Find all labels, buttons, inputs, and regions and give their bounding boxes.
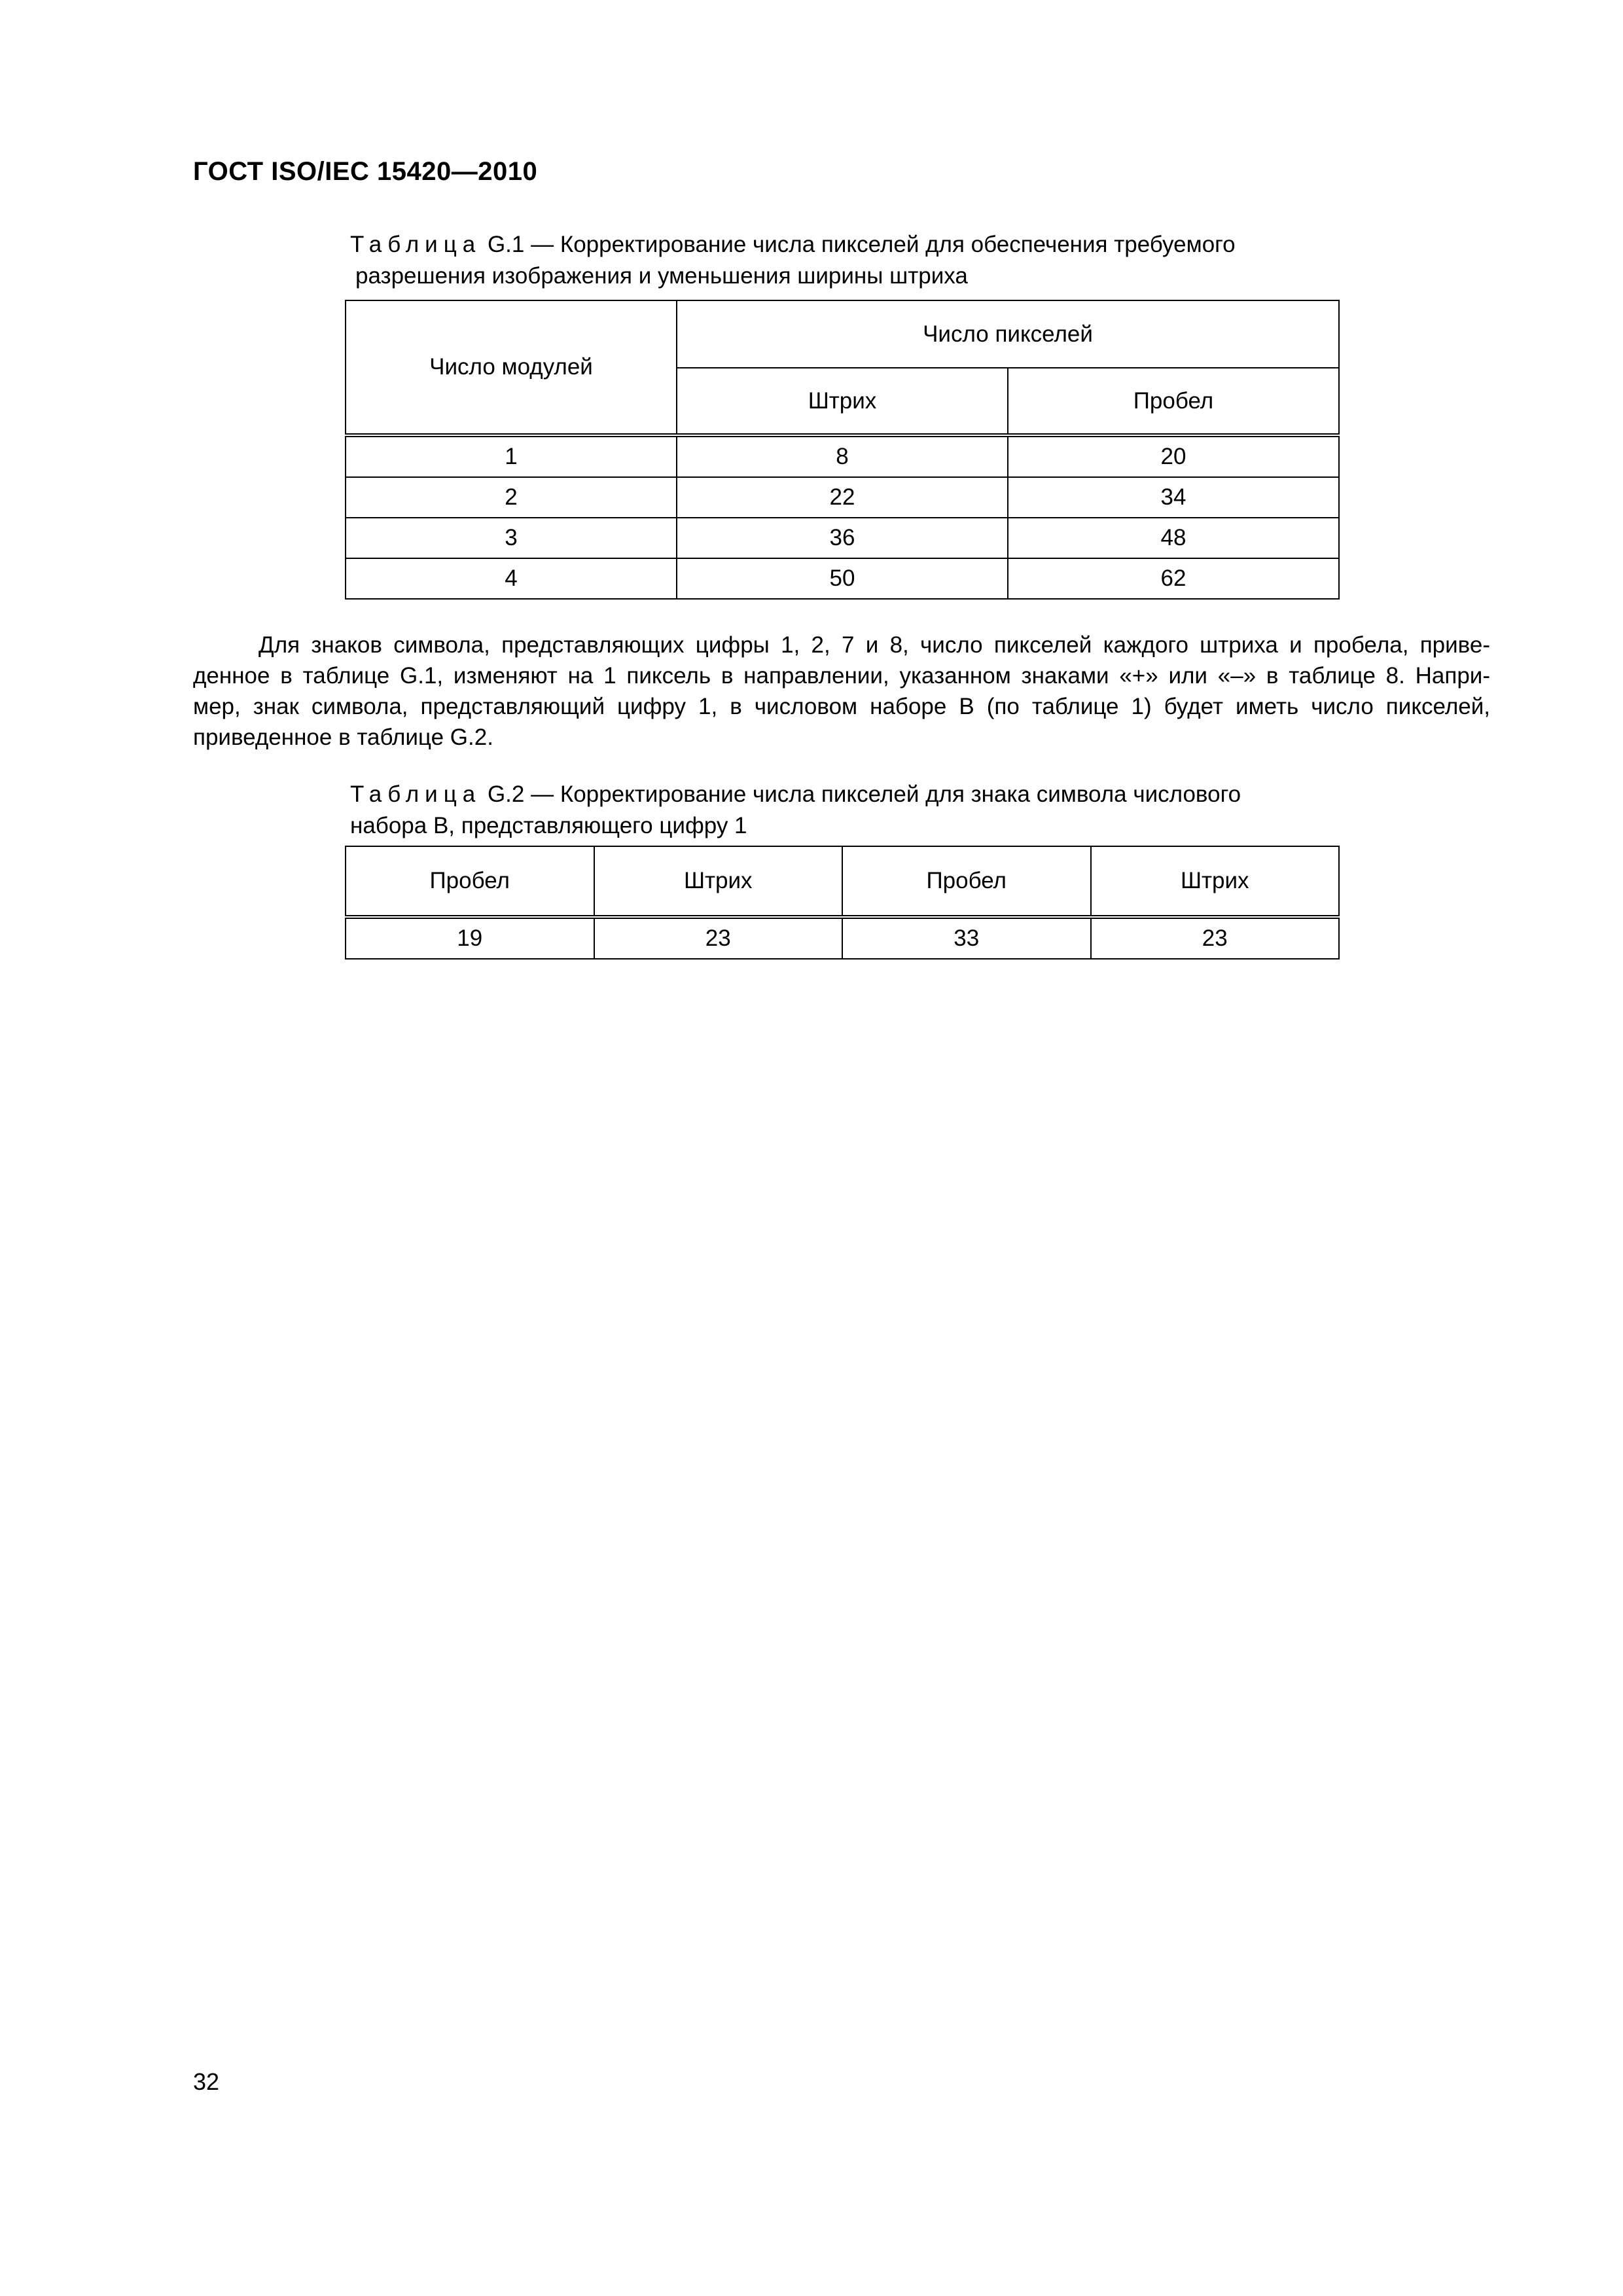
table-g1-header-modules: Число модулей — [346, 300, 677, 435]
table-g1-cell-modules: 2 — [346, 477, 677, 518]
table-g1-cell-bar: 8 — [677, 435, 1008, 477]
table-g1-cell-space: 34 — [1008, 477, 1339, 518]
table-g1-cell-modules: 4 — [346, 558, 677, 599]
table-g1-cell-space: 20 — [1008, 435, 1339, 477]
table-g2 — [345, 846, 1340, 960]
table-g1 — [345, 300, 1340, 600]
table-g2-caption-line2: набора В, представляющего цифру 1 — [350, 813, 747, 838]
table-g1-caption-word: Таблица — [350, 232, 482, 257]
table-g2-cell: 19 — [346, 917, 594, 959]
body-paragraph — [193, 630, 1490, 753]
table-g1-cell-modules: 1 — [346, 435, 677, 477]
page-number: 32 — [193, 2068, 220, 2095]
document-header: ГОСТ ISO/IEC 15420—2010 — [193, 157, 538, 186]
table-g1-caption-line1: G.1 — Корректирование числа пикселей для обеспечения требуемого — [481, 232, 1236, 257]
table-g1-cell-space: 48 — [1008, 518, 1339, 558]
paragraph-line: Для знаков символа, представляющих цифры 1, 2, 7 и 8, число пикселей каждого штриха и пробела, приве- — [259, 632, 1490, 658]
table-g1-header-pixels: Число пикселей — [677, 300, 1339, 368]
table-g1-caption-line2: разрешения изображения и уменьшения ширины штриха — [355, 263, 968, 289]
table-g1-cell-bar: 36 — [677, 518, 1008, 558]
table-g1-header-bar: Штрих — [677, 368, 1008, 435]
table-g2-header-bar: Штрих — [594, 846, 843, 917]
table-g1-cell-space: 62 — [1008, 558, 1339, 599]
table-row — [346, 558, 1339, 599]
table-g2-cell: 23 — [594, 917, 843, 959]
table-row — [346, 477, 1339, 518]
table-g2-caption-line1: G.2 — Корректирование числа пикселей для знака символа числового — [481, 781, 1241, 807]
table-g2-header-bar: Штрих — [1091, 846, 1340, 917]
table-g1-cell-bar: 22 — [677, 477, 1008, 518]
table-g1-cell-bar: 50 — [677, 558, 1008, 599]
table-g2-cell: 33 — [842, 917, 1091, 959]
table-g1-caption — [350, 229, 1358, 292]
table-g1-header-space: Пробел — [1008, 368, 1339, 435]
paragraph-line: денное в таблице G.1, изменяют на 1 пиксель в направлении, указанном знаками «+» или «–» в таблице 8. Напри- — [193, 663, 1490, 689]
paragraph-line: приведенное в таблице G.2. — [193, 725, 493, 750]
table-g2-header-space: Пробел — [346, 846, 594, 917]
table-row — [346, 518, 1339, 558]
table-g2-caption — [350, 779, 1358, 842]
table-g2-header-space: Пробел — [842, 846, 1091, 917]
table-g2-cell: 23 — [1091, 917, 1340, 959]
table-g1-cell-modules: 3 — [346, 518, 677, 558]
table-row — [346, 435, 1339, 477]
paragraph-line: мер, знак символа, представляющий цифру 1, в числовом наборе В (по таблице 1) будет иметь число пикселей, — [193, 694, 1490, 719]
table-row — [346, 917, 1339, 959]
table-g2-caption-word: Таблица — [350, 781, 482, 807]
